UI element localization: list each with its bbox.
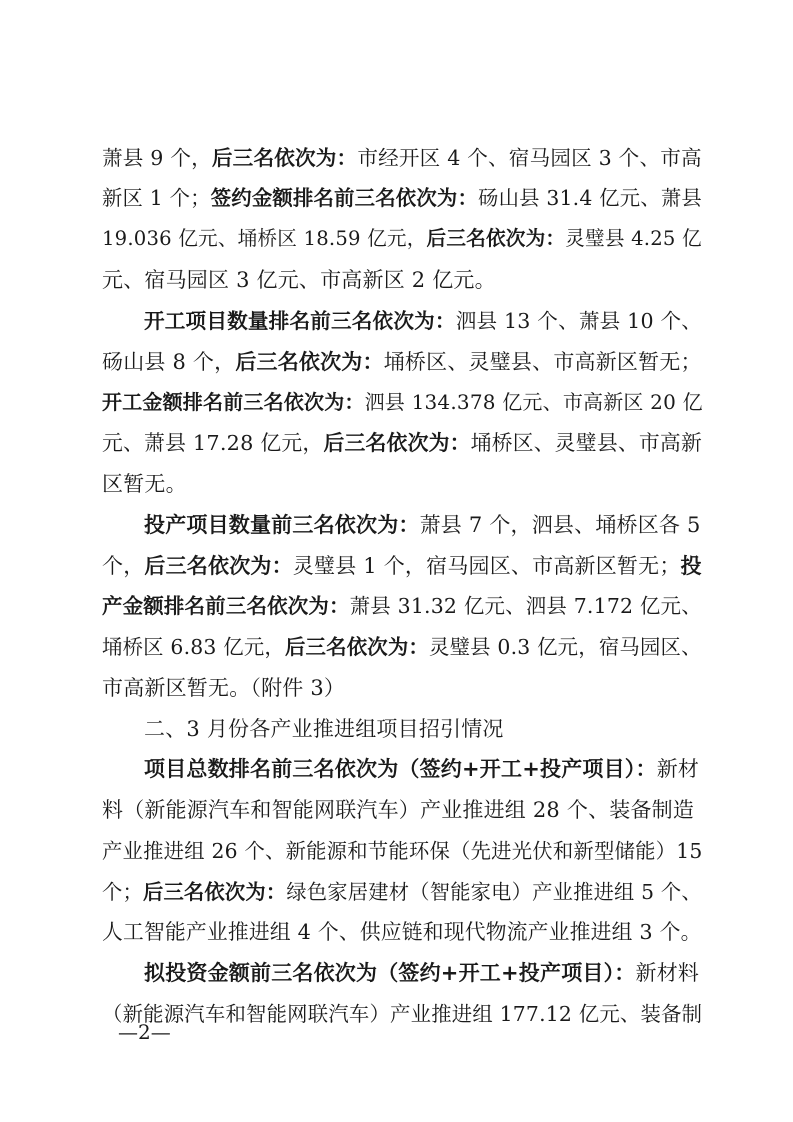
text-line: 个；后三名依次为：绿色家居建材（智能家电）产业推进组 5 个、 [102, 880, 702, 904]
text-line: 开工项目数量排名前三名依次为：泗县 13 个、萧县 10 个、 [144, 309, 703, 333]
text-line: 元、宿马园区 3 亿元、市高新区 2 亿元。 [102, 268, 496, 292]
page-number: —2— [118, 1020, 171, 1044]
text-line: （新能源汽车和智能网联汽车）产业推进组 177.12 亿元、装备制 [102, 1002, 703, 1026]
text-line: 市高新区暂无。（附件 3） [102, 676, 346, 700]
section-heading: 二、3 月份各产业推进组项目招引情况 [144, 717, 504, 741]
text-line: 砀山县 8 个，后三名依次为：埇桥区、灵璧县、市高新区暂无； [102, 350, 702, 374]
text-line: 区暂无。 [102, 472, 187, 496]
text-line: 产金额排名前三名依次为：萧县 31.32 亿元、泗县 7.172 亿元、 [102, 594, 702, 618]
text-line: 项目总数排名前三名依次为（签约+开工+投产项目）：新材 [144, 757, 700, 781]
text-line: 19.036 亿元、埇桥区 18.59 亿元，后三名依次为：灵璧县 4.25 亿 [102, 227, 702, 250]
text-line: 料（新能源汽车和智能网联汽车）产业推进组 28 个、装备制造 [102, 798, 695, 822]
text-line: 开工金额排名前三名依次为：泗县 134.378 亿元、市高新区 20 亿 [102, 390, 703, 414]
text-line: 人工智能产业推进组 4 个、供应链和现代物流产业推进组 3 个。 [102, 920, 702, 944]
text-line: 个，后三名依次为：灵璧县 1 个，宿马园区、市高新区暂无；投 [102, 554, 702, 578]
text-line: 埇桥区 6.83 亿元，后三名依次为：灵璧县 0.3 亿元，宿马园区、 [102, 635, 702, 659]
text-line: 产业推进组 26 个、新能源和节能环保（先进光伏和新型储能）15 [102, 839, 703, 863]
text-line: 新区 1 个；签约金额排名前三名依次为：砀山县 31.4 亿元、萧县 [102, 186, 702, 210]
text-line: 拟投资金额前三名依次为（签约+开工+投产项目）：新材料 [144, 961, 700, 985]
text-line: 元、萧县 17.28 亿元，后三名依次为：埇桥区、灵璧县、市高新 [102, 431, 702, 455]
text-line: 投产项目数量前三名依次为：萧县 7 个，泗县、埇桥区各 5 [144, 513, 701, 537]
text-line: 萧县 9 个，后三名依次为：市经开区 4 个、宿马园区 3 个、市高 [102, 146, 702, 170]
